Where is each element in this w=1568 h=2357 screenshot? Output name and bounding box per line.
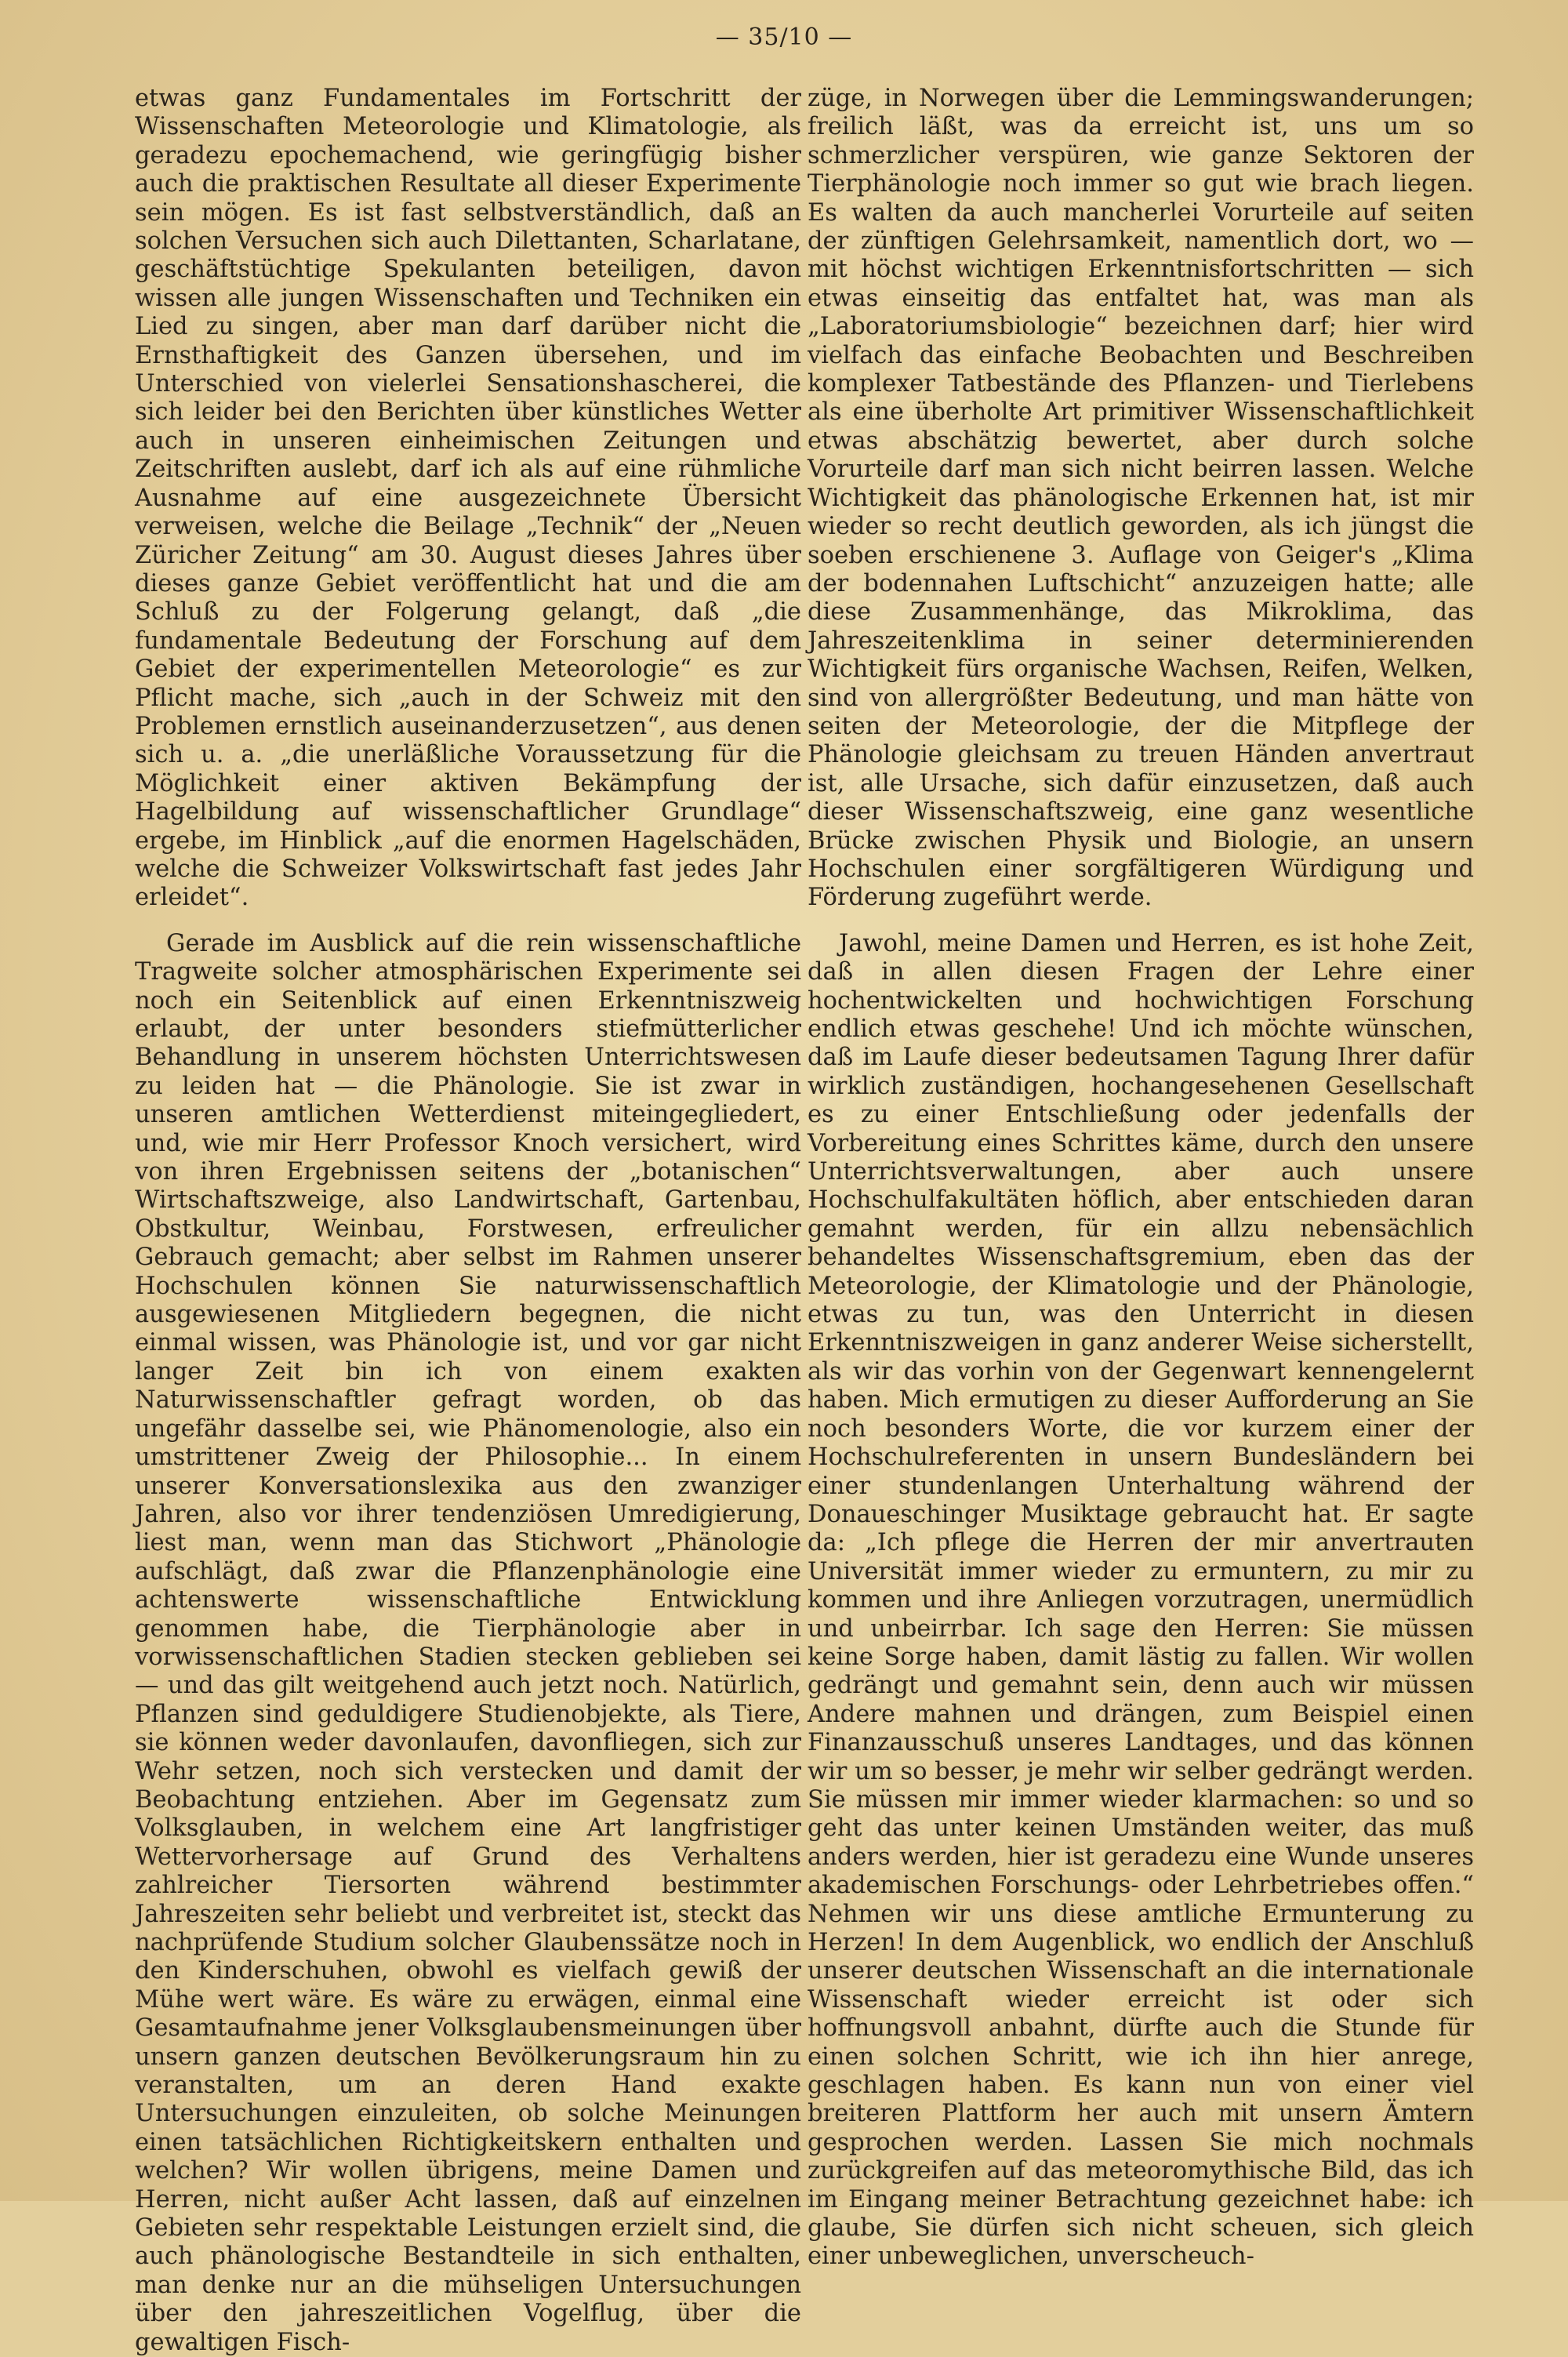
page-number: — 35/10 — <box>715 24 853 51</box>
paragraph: etwas ganz Fundamentales im Fortschritt der Wissenschaften Meteorologie und Klimatologie, als geradezu epochemachend, wie geringfügig bisher auch die praktischen Resultate all dieser Experimente sein mögen. Es ist fast selbstverständlich, daß an solchen Versuchen sich auch Dilettanten, Scharlatane, geschäftstüchtige Spekulanten beteiligen, davon wissen alle jungen Wissenschaften und Techniken ein Lied zu singen, aber man darf darüber nicht die Ernsthaftigkeit des Ganzen übersehen, und im Unterschied von vielerlei Sensationshascherei, die sich leider bei den Berichten über künstliches Wetter auch in unseren einheimischen Zeitungen und Zeitschriften auslebt, darf ich als auf eine rühmliche Ausnahme auf eine ausgezeichnete Übersicht verweisen, welche die Beilage „Technik“ der „Neuen Züricher Zeitung“ am 30. August dieses Jahres über dieses ganze Gebiet veröffentlicht hat und die am Schluß zu der Folgerung gelangt, daß „die fundamentale Bedeutung der Forschung auf dem Gebiet der experimentellen Meteorologie“ es zur Pflicht mache, sich „auch in der Schweiz mit den Problemen ernstlich auseinanderzusetzen“, aus denen sich u. a. „die unerläßliche Voraussetzung für die Möglichkeit einer aktiven Bekämpfung der Hagelbildung auf wissenschaftlicher Grundlage“ ergebe, im Hinblick „auf die enormen Hagelschäden, welche die Schweizer Volkswirtschaft fast jedes Jahr erleidet“. <box>135 85 801 912</box>
right-column <box>808 85 1474 2272</box>
paragraph: Gerade im Ausblick auf die rein wissenschaftliche Tragweite solcher atmosphärischen Experimente sei noch ein Seitenblick auf einen Erkenntniszweig erlaubt, der unter besonders stiefmütterlicher Behandlung in unserem höchsten Unterrichtswesen zu leiden hat — die Phänologie. Sie ist zwar in unseren amtlichen Wetterdienst miteingegliedert, und, wie mir Herr Professor Knoch versichert, wird von ihren Ergebnissen seitens der „botanischen“ Wirtschaftszweige, also Landwirtschaft, Gartenbau, Obstkultur, Weinbau, Forstwesen, erfreulicher Gebrauch gemacht; aber selbst im Rahmen unserer Hochschulen können Sie naturwissenschaftlich ausgewiesenen Mitgliedern begegnen, die nicht einmal wissen, was Phänologie ist, und vor gar nicht langer Zeit bin ich von einem exakten Naturwissenschaftler gefragt worden, ob das ungefähr dasselbe sei, wie Phänomenologie, also ein umstrittener Zweig der Philosophie... In einem unserer Konversationslexika aus den zwanziger Jahren, also vor ihrer tendenziösen Umredigierung, liest man, wenn man das Stichwort „Phänologie aufschlägt, daß zwar die Pflanzenphänologie eine achtenswerte wissenschaftliche Entwicklung genommen habe, die Tierphänologie aber in vorwissenschaftlichen Stadien stecken geblieben sei — und das gilt weitgehend auch jetzt noch. Natürlich, Pflanzen sind geduldigere Studienobjekte, als Tiere, sie können weder davonlaufen, davonfliegen, sich zur Wehr setzen, noch sich verstecken und damit der Beobachtung entziehen. Aber im Gegensatz zum Volksglauben, in welchem eine Art langfristiger Wettervorhersage auf Grund des Verhaltens zahlreicher Tiersorten während bestimmter Jahreszeiten sehr beliebt und verbreitet ist, steckt das nachprüfende Studium solcher Glaubenssätze noch in den Kinderschuhen, obwohl es vielfach gewiß der Mühe wert wäre. Es wäre zu erwägen, einmal eine Gesamtaufnahme jener Volksglaubensmeinungen über unsern ganzen deutschen Bevölkerungsraum hin zu veranstalten, um an deren Hand exakte Untersuchungen einzuleiten, ob solche Meinungen einen tatsächlichen Richtigkeitskern enthalten und welchen? Wir wollen übrigens, meine Damen und Herren, nicht außer Acht lassen, daß auf einzelnen Gebieten sehr respektable Leistungen erzielt sind, die auch phänologische Bestandteile in sich enthalten, man denke nur an die mühseligen Untersuchungen über den jahreszeitlichen Vogelflug, über die gewaltigen Fisch- <box>135 929 801 2356</box>
paragraph: Jawohl, meine Damen und Herren, es ist hohe Zeit, daß in allen diesen Fragen der Lehre einer hochentwickelten und hochwichtigen Forschung endlich etwas geschehe! Und ich möchte wünschen, daß im Laufe dieser bedeutsamen Tagung Ihrer dafür wirklich zuständigen, hochangesehenen Gesellschaft es zu einer Entschließung oder jedenfalls der Vorbereitung eines Schrittes käme, durch den unsere Unterrichtsverwaltungen, aber auch unsere Hochschulfakultäten höflich, aber entschieden daran gemahnt werden, für ein allzu nebensächlich behandeltes Wissenschaftsgremium, eben das der Meteorologie, der Klimatologie und der Phänologie, etwas zu tun, was den Unterricht in diesen Erkenntniszweigen in ganz anderer Weise sicherstellt, als wir das vorhin von der Gegenwart kennengelernt haben. Mich ermutigen zu dieser Aufforderung an Sie noch besonders Worte, die vor kurzem einer der Hochschulreferenten in unsern Bundesländern bei einer stundenlangen Unterhaltung während der Donaueschinger Musiktage gebraucht hat. Er sagte da: „Ich pflege die Herren der mir anvertrauten Universität immer wieder zu ermuntern, zu mir zu kommen und ihre Anliegen vorzutragen, unermüdlich und unbeirrbar. Ich sage den Herren: Sie müssen keine Sorge haben, damit lästig zu fallen. Wir wollen gedrängt und gemahnt sein, denn auch wir müssen Andere mahnen und drängen, zum Beispiel einen Finanzausschuß unseres Landtages, und das können wir um so besser, je mehr wir selber gedrängt werden. Sie müssen mir immer wieder klarmachen: so und so geht das unter keinen Umständen weiter, das muß anders werden, hier ist geradezu eine Wunde unseres akademischen Forschungs- oder Lehrbetriebes offen.“ Nehmen wir uns diese amtliche Ermunterung zu Herzen! In dem Augenblick, wo endlich der Anschluß unserer deutschen Wissenschaft an die internationale Wissenschaft wieder erreicht ist oder sich hoffnungsvoll anbahnt, dürfte auch die Stunde für einen solchen Schritt, wie ich ihn hier anrege, geschlagen haben. Es kann nun von einer viel breiteren Plattform her auch mit unsern Ämtern gesprochen werden. Lassen Sie mich nochmals zurückgreifen auf das meteoromythische Bild, das ich im Eingang meiner Betrachtung gezeichnet habe: ich glaube, Sie dürfen sich nicht scheuen, sich gleich einer unbeweglichen, unverscheuch- <box>808 929 1474 2271</box>
left-column <box>135 85 801 2357</box>
paragraph: züge, in Norwegen über die Lemmingswanderungen; freilich läßt, was da erreicht ist, uns um so schmerzlicher verspüren, wie ganze Sektoren der Tierphänologie noch immer so gut wie brach liegen. Es walten da auch mancherlei Vorurteile auf seiten der zünftigen Gelehrsamkeit, namentlich dort, wo — mit höchst wichtigen Erkenntnisfortschritten — sich etwas einseitig das entfaltet hat, was man als „Laboratoriumsbiologie“ bezeichnen darf; hier wird vielfach das einfache Beobachten und Beschreiben komplexer Tatbestände des Pflanzen- und Tierlebens als eine überholte Art primitiver Wissenschaftlichkeit etwas abschätzig bewertet, aber durch solche Vorurteile darf man sich nicht beirren lassen. Welche Wichtigkeit das phänologische Erkennen hat, ist mir wieder so recht deutlich geworden, als ich jüngst die soeben erschienene 3. Auflage von Geiger's „Klima der bodennahen Luftschicht“ anzuzeigen hatte; alle diese Zusammenhänge, das Mikroklima, das Jahreszeitenklima in seiner determinierenden Wichtigkeit fürs organische Wachsen, Reifen, Welken, sind von allergrößter Bedeutung, und man hätte von seiten der Meteorologie, der die Mitpflege der Phänologie gleichsam zu treuen Händen anvertraut ist, alle Ursache, sich dafür einzusetzen, daß auch dieser Wissenschaftszweig, eine ganz wesentliche Brücke zwischen Physik und Biologie, an unsern Hochschulen einer sorgfältigeren Würdigung und Förderung zugeführt werde. <box>808 85 1474 912</box>
